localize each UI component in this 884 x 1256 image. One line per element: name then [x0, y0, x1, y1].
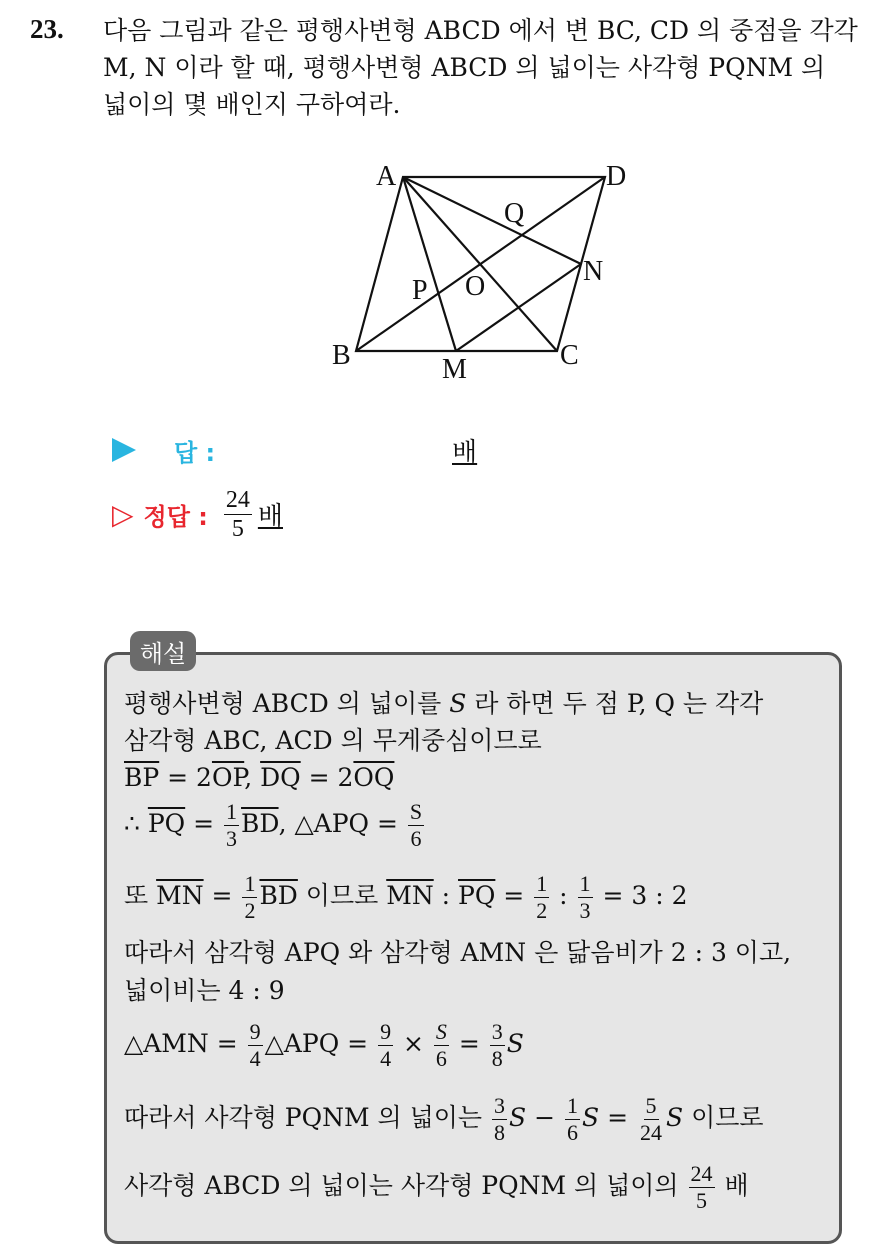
answer-row: [112, 430, 215, 470]
fraction: [248, 1021, 263, 1070]
problem-line-1: 다음 그림과 같은 평행사변형 ABCD 에서 변 BC, CD 의 중점을 각각: [103, 16, 858, 45]
fraction: [242, 873, 257, 922]
key-label: 정답 :: [143, 503, 208, 531]
solution-line-1: [124, 686, 824, 722]
fraction: [492, 1095, 507, 1144]
frac-den: 2: [244, 898, 256, 923]
problem-number: 23.: [30, 14, 64, 44]
sol-l3-sep: ,: [244, 763, 261, 792]
sol-l9-end: 이므로: [683, 1103, 764, 1132]
sol-l5-end: = 3 : 2: [594, 881, 688, 910]
sol-l3-eq1: = 2: [159, 763, 212, 792]
seg-mn: $\overline{MN}$: [386, 881, 434, 910]
sol-l9-pre: 따라서 사각형 PQNM 의 넓이는: [124, 1103, 491, 1132]
key-fraction: [224, 488, 252, 541]
frac-num: 3: [494, 1093, 506, 1118]
fraction: [408, 801, 424, 850]
frac-num: S: [435, 1019, 447, 1044]
var-s: S: [509, 1103, 527, 1132]
fraction: [224, 801, 239, 850]
problem-text: [103, 12, 863, 123]
sol-l8-pre: △AMN =: [124, 1029, 246, 1058]
sol-l9-minus: −: [526, 1103, 564, 1132]
sol-l5-eq2: =: [495, 881, 533, 910]
frac-num: 5: [645, 1093, 657, 1118]
label-q: Q: [504, 198, 525, 229]
frac-num: 9: [249, 1019, 261, 1044]
solution-line-5: [124, 872, 824, 922]
answer-label: 답 :: [174, 438, 216, 467]
seg-op: $\overline{OP}$: [211, 763, 245, 792]
sol-l10-end: 배: [716, 1171, 749, 1200]
sol-l4-mid: , △APQ =: [278, 809, 406, 838]
frac-den: 3: [226, 826, 238, 851]
label-m: M: [442, 354, 467, 385]
seg-dq: $\overline{DQ}$: [260, 763, 301, 792]
frac-num: S: [409, 799, 423, 824]
key-denominator: 5: [231, 516, 244, 542]
frac-den: 2: [536, 898, 548, 923]
var-s: S: [666, 1103, 684, 1132]
sol-l5-eq: =: [203, 881, 241, 910]
sol-l10-pre: 사각형 ABCD 의 넓이는 사각형 PQNM 의 넓이의: [124, 1171, 687, 1200]
fraction: [534, 873, 549, 922]
frac-num: 3: [491, 1019, 503, 1044]
segment-am: [403, 177, 456, 351]
seg-bp: $\overline{BP}$: [124, 763, 160, 792]
var-s: S: [506, 1029, 524, 1058]
sol-l4-pre: ∴: [124, 809, 148, 838]
sol-l1-end: 라 하면 두 점 P, Q 는 각각: [466, 689, 764, 718]
solution-line-3: [124, 760, 824, 796]
solution-line-2: 삼각형 ABC, ACD 의 무게중심이므로: [124, 726, 542, 755]
key-row: [112, 488, 283, 541]
label-b: B: [332, 340, 351, 371]
key-unit: 배: [257, 502, 283, 532]
sol-l9-eq: =: [599, 1103, 636, 1132]
fraction: [378, 1021, 393, 1070]
sol-l8-mid: △APQ =: [264, 1029, 377, 1058]
frac-num: 1: [567, 1093, 579, 1118]
sol-l5-mid: 이므로: [297, 881, 387, 910]
frac-den: 3: [579, 898, 591, 923]
seg-oq: $\overline{OQ}$: [353, 763, 395, 792]
seg-pq: $\overline{PQ}$: [147, 809, 186, 838]
label-a: A: [376, 161, 397, 192]
label-c: C: [560, 340, 579, 371]
frac-den: 4: [380, 1046, 392, 1071]
solution-line-10: [124, 1162, 824, 1212]
solution-tab: 해설: [130, 631, 196, 671]
solution-line-8: [124, 1020, 824, 1070]
frac-den: 6: [567, 1120, 579, 1145]
frac-den: 8: [491, 1046, 503, 1071]
fraction: [565, 1095, 580, 1144]
parallelogram-figure: [328, 158, 628, 388]
frac-num: 1: [226, 799, 238, 824]
fraction: [578, 873, 593, 922]
frac-den: 5: [696, 1188, 708, 1213]
fraction: [490, 1021, 505, 1070]
fraction: [638, 1095, 664, 1144]
label-p: P: [412, 275, 428, 306]
sol-l5-pre: 또: [124, 881, 157, 910]
solution-line-4: [124, 800, 824, 850]
frac-den: 4: [249, 1046, 261, 1071]
problem-line-2: M, N 이라 할 때, 평행사변형 ABCD 의 넓이는 사각형 PQNM 의: [103, 53, 826, 82]
solution-line-9: [124, 1094, 824, 1144]
label-n: N: [583, 256, 604, 287]
fraction: [689, 1163, 715, 1212]
frac-num: 1: [244, 871, 256, 896]
sol-l3-eq2: = 2: [300, 763, 354, 792]
sol-l5-colon2: :: [551, 881, 576, 910]
solution-line-6: 따라서 삼각형 APQ 와 삼각형 AMN 은 닮음비가 2 : 3 이고,: [124, 938, 792, 967]
seg-bd: $\overline{BD}$: [259, 881, 298, 910]
diagonal-bd: [356, 177, 605, 351]
frac-den: 6: [410, 826, 422, 851]
key-play-outline-icon: ▷: [112, 497, 134, 531]
problem-line-3: 넓이의 몇 배인지 구하여라.: [103, 90, 401, 119]
fraction: [434, 1021, 449, 1070]
answer-play-icon: [112, 438, 136, 462]
sol-l5-colon: :: [433, 881, 459, 910]
sol-l8-eq: =: [450, 1029, 488, 1058]
sol-l8-times: ×: [395, 1029, 432, 1058]
frac-den: 6: [435, 1046, 447, 1071]
seg-mn: $\overline{MN}$: [156, 881, 204, 910]
frac-num: 1: [536, 871, 548, 896]
var-s: S: [582, 1103, 600, 1132]
seg-bd: $\overline{BD}$: [241, 809, 279, 838]
answer-unit[interactable]: 배: [452, 438, 478, 468]
segment-an: [403, 177, 581, 264]
sol-l1-var: S: [449, 689, 467, 718]
key-numerator: 24: [225, 487, 250, 513]
frac-num: 24: [690, 1161, 713, 1186]
frac-num: 1: [579, 871, 591, 896]
solution-line-7: 넓이비는 4 : 9: [124, 976, 285, 1005]
sol-l1-text: 평행사변형 ABCD 의 넓이를: [124, 689, 450, 718]
label-o: O: [465, 271, 486, 302]
sol-l4-eq: =: [185, 809, 223, 838]
frac-den: 24: [640, 1120, 662, 1145]
frac-num: 9: [380, 1019, 392, 1044]
label-d: D: [606, 161, 627, 192]
seg-pq: $\overline{PQ}$: [458, 881, 496, 910]
frac-den: 8: [494, 1120, 506, 1145]
